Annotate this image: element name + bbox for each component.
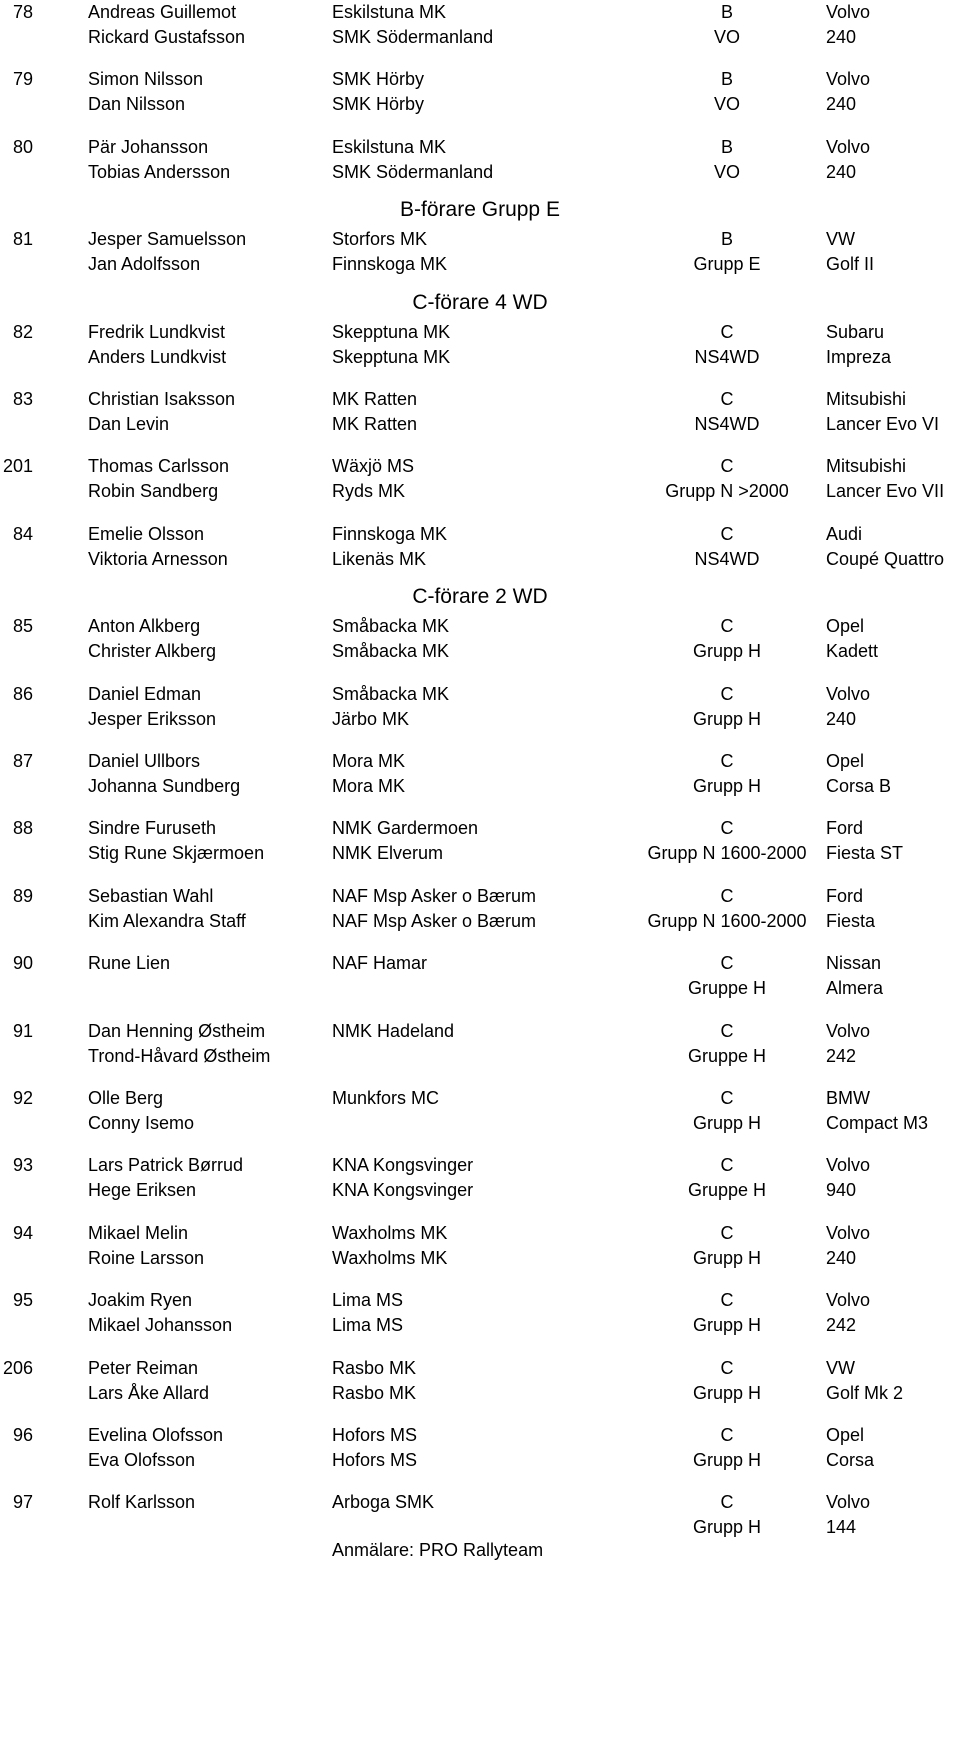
club-name: SMK Södermanland xyxy=(332,161,494,182)
club-name: Lima MS xyxy=(332,1290,404,1311)
driver-name: Tobias Andersson xyxy=(88,161,231,182)
club-name: Eskilstuna MK xyxy=(332,2,447,22)
entry-row xyxy=(0,547,960,572)
club-name: Mora MK xyxy=(332,776,406,796)
race-class: C xyxy=(720,1155,734,1176)
entry-row xyxy=(0,479,960,504)
start-number: 90 xyxy=(12,953,33,974)
entry-row xyxy=(0,841,960,866)
race-class: C xyxy=(720,1290,734,1311)
race-class: C xyxy=(720,953,734,974)
driver-name: Eva Olofsson xyxy=(88,1450,196,1470)
car-model: 240 xyxy=(826,1247,857,1268)
driver-name: Daniel Edman xyxy=(88,683,202,704)
club-name: Storfors MK xyxy=(332,229,428,250)
car-model: 242 xyxy=(826,1315,857,1336)
car-model: Coupé Quattro xyxy=(826,548,945,569)
club-name: Finnskoga MK xyxy=(332,254,448,275)
car-model: Fiesta xyxy=(826,910,876,931)
driver-name: Andreas Guillemot xyxy=(88,2,237,22)
driver-name: Mikael Melin xyxy=(88,1222,189,1243)
entry-row xyxy=(0,92,960,117)
club-name: Eskilstuna MK xyxy=(332,136,447,157)
start-number: 81 xyxy=(12,229,33,250)
race-class: NS4WD xyxy=(694,548,760,569)
race-class: C xyxy=(720,1088,734,1108)
car-model: Golf Mk 2 xyxy=(826,1382,904,1403)
car-model: Kadett xyxy=(826,641,879,662)
entry-row xyxy=(0,1153,960,1178)
entry-row xyxy=(0,160,960,185)
driver-name: Mikael Johansson xyxy=(88,1315,233,1336)
club-name: Skepptuna MK xyxy=(332,321,451,342)
entrant-row xyxy=(0,1538,960,1563)
driver-name: Sebastian Wahl xyxy=(88,885,214,906)
driver-name: Viktoria Arnesson xyxy=(88,548,228,569)
race-class: Grupp H xyxy=(692,1113,762,1133)
car-model: VW xyxy=(826,229,855,250)
car-model: Impreza xyxy=(826,346,892,367)
club-name: Hofors MS xyxy=(332,1425,418,1445)
driver-name: Sindre Furuseth xyxy=(88,818,217,839)
start-number: 89 xyxy=(12,885,33,906)
driver-name: Conny Isemo xyxy=(88,1113,195,1133)
start-number: 88 xyxy=(12,818,33,839)
race-class: Grupp H xyxy=(692,776,762,796)
entry-row xyxy=(0,909,960,934)
car-model: Ford xyxy=(826,885,864,906)
entry-row xyxy=(0,412,960,437)
club-name: Rasbo MK xyxy=(332,1357,417,1378)
entry-row xyxy=(0,1515,960,1540)
entry-row xyxy=(0,67,960,92)
entry-row xyxy=(0,1019,960,1044)
race-class: C xyxy=(720,1425,734,1445)
class-heading: B-förare Grupp E xyxy=(400,198,560,222)
club-name: Lima MS xyxy=(332,1315,404,1336)
entry-row xyxy=(0,639,960,664)
entry-row xyxy=(0,951,960,976)
start-number: 86 xyxy=(12,683,33,704)
race-class: C xyxy=(720,616,734,637)
club-name: Järbo MK xyxy=(332,708,410,729)
race-class: B xyxy=(720,229,733,250)
driver-name: Roine Larsson xyxy=(88,1247,205,1268)
car-model: 240 xyxy=(826,708,857,729)
driver-name: Emelie Olsson xyxy=(88,523,205,544)
race-class: Grupp H xyxy=(692,708,762,729)
club-name: SMK Södermanland xyxy=(332,27,494,47)
club-name: SMK Hörby xyxy=(332,69,425,90)
club-name: NMK Elverum xyxy=(332,843,444,864)
race-class: C xyxy=(720,1222,734,1243)
car-model: Mitsubishi xyxy=(826,456,907,477)
club-name: Munkfors MC xyxy=(332,1088,440,1108)
race-class: Gruppe H xyxy=(687,1180,767,1201)
entry-row xyxy=(0,387,960,412)
club-name: Waxholms MK xyxy=(332,1247,448,1268)
entry-row xyxy=(0,1086,960,1111)
race-class: Grupp H xyxy=(692,1382,762,1403)
driver-name: Anders Lundkvist xyxy=(88,346,227,367)
car-model: Ford xyxy=(826,818,864,839)
entry-row xyxy=(0,1313,960,1338)
race-class: C xyxy=(720,1020,734,1041)
driver-name: Lars Åke Allard xyxy=(88,1382,210,1403)
race-class: C xyxy=(720,683,734,704)
race-class: Grupp E xyxy=(693,254,761,275)
car-model: Compact M3 xyxy=(826,1113,929,1133)
entry-row xyxy=(0,707,960,732)
race-class: B xyxy=(720,136,733,157)
car-model: Audi xyxy=(826,523,863,544)
entry-row xyxy=(0,320,960,345)
race-class: C xyxy=(720,885,734,906)
entry-row xyxy=(0,1490,960,1515)
start-number: 80 xyxy=(12,136,33,157)
car-model: Nissan xyxy=(826,953,882,974)
driver-name: Joakim Ryen xyxy=(88,1290,193,1311)
driver-name: Kim Alexandra Staff xyxy=(88,910,246,931)
club-name: SMK Hörby xyxy=(332,94,425,115)
driver-name: Thomas Carlsson xyxy=(88,456,230,477)
car-model: VW xyxy=(826,1357,855,1378)
driver-name: Dan Levin xyxy=(88,414,170,434)
start-number: 82 xyxy=(12,321,33,342)
race-class: C xyxy=(720,321,734,342)
entry-row xyxy=(0,614,960,639)
start-number: 206 xyxy=(2,1357,33,1378)
start-number: 97 xyxy=(12,1492,33,1513)
car-model: Volvo xyxy=(826,1492,871,1513)
entry-row xyxy=(0,774,960,799)
entry-row xyxy=(0,252,960,277)
entry-row xyxy=(0,345,960,370)
driver-name: Dan Nilsson xyxy=(88,94,186,115)
driver-name: Jesper Eriksson xyxy=(88,708,217,729)
club-name: MK Ratten xyxy=(332,414,418,434)
race-class: Grupp N 1600-2000 xyxy=(647,910,807,931)
driver-name: Johanna Sundberg xyxy=(88,776,241,796)
driver-name: Stig Rune Skjærmoen xyxy=(88,843,265,864)
entrant-label: Anmälare: PRO Rallyteam xyxy=(332,1540,544,1561)
entry-row xyxy=(0,1423,960,1448)
car-model: Lancer Evo VII xyxy=(826,481,945,502)
start-number: 201 xyxy=(2,456,33,477)
race-class: VO xyxy=(713,161,740,182)
entry-row xyxy=(0,976,960,1001)
car-model: Opel xyxy=(826,616,865,637)
car-model: 240 xyxy=(826,94,857,115)
start-number: 91 xyxy=(12,1020,33,1041)
car-model: 240 xyxy=(826,27,857,47)
entry-row xyxy=(0,25,960,50)
race-class: B xyxy=(720,69,733,90)
driver-name: Simon Nilsson xyxy=(88,69,204,90)
club-name: Finnskoga MK xyxy=(332,523,448,544)
driver-name: Anton Alkberg xyxy=(88,616,201,637)
entry-row xyxy=(0,522,960,547)
club-name: NAF Hamar xyxy=(332,953,428,974)
car-model: 242 xyxy=(826,1045,857,1066)
race-class: NS4WD xyxy=(694,346,760,367)
driver-name: Olle Berg xyxy=(88,1088,164,1108)
entry-row xyxy=(0,884,960,909)
club-name: Hofors MS xyxy=(332,1450,418,1470)
driver-name: Daniel Ullbors xyxy=(88,751,201,771)
club-name: NMK Gardermoen xyxy=(332,818,479,839)
car-model: Corsa xyxy=(826,1450,875,1470)
club-name: Mora MK xyxy=(332,751,406,771)
car-model: Volvo xyxy=(826,136,871,157)
car-model: Fiesta ST xyxy=(826,843,904,864)
race-class: Grupp H xyxy=(692,1315,762,1336)
club-name: Rasbo MK xyxy=(332,1382,417,1403)
start-number: 93 xyxy=(12,1155,33,1176)
driver-name: Pär Johansson xyxy=(88,136,209,157)
club-name: Småbacka MK xyxy=(332,641,450,662)
driver-name: Dan Henning Østheim xyxy=(88,1020,266,1041)
driver-name: Peter Reiman xyxy=(88,1357,199,1378)
car-model: Mitsubishi xyxy=(826,389,907,409)
driver-name: Lars Patrick Børrud xyxy=(88,1155,244,1176)
car-model: BMW xyxy=(826,1088,870,1108)
driver-name: Trond-Håvard Østheim xyxy=(88,1045,271,1066)
driver-name: Jan Adolfsson xyxy=(88,254,201,275)
entry-row xyxy=(0,1356,960,1381)
club-name: NAF Msp Asker o Bærum xyxy=(332,910,537,931)
race-class: C xyxy=(720,818,734,839)
race-class: VO xyxy=(713,27,740,47)
start-number: 78 xyxy=(12,2,33,22)
club-name: Småbacka MK xyxy=(332,683,450,704)
driver-name: Rickard Gustafsson xyxy=(88,27,246,47)
driver-name: Christian Isaksson xyxy=(88,389,236,409)
driver-name: Evelina Olofsson xyxy=(88,1425,224,1445)
car-model: Golf II xyxy=(826,254,875,275)
race-class: C xyxy=(720,1492,734,1513)
entry-row xyxy=(0,1044,960,1069)
car-model: 940 xyxy=(826,1180,857,1201)
start-number: 83 xyxy=(12,389,33,409)
car-model: Corsa B xyxy=(826,776,892,796)
race-class: C xyxy=(720,751,734,771)
driver-name: Jesper Samuelsson xyxy=(88,229,247,250)
car-model: Volvo xyxy=(826,69,871,90)
entry-row xyxy=(0,1448,960,1473)
car-model: Opel xyxy=(826,751,865,771)
car-model: Lancer Evo VI xyxy=(826,414,940,434)
start-number: 79 xyxy=(12,69,33,90)
car-model: Almera xyxy=(826,978,884,999)
start-number: 87 xyxy=(12,751,33,771)
entry-row xyxy=(0,1178,960,1203)
entry-row xyxy=(0,0,960,25)
car-model: Volvo xyxy=(826,1020,871,1041)
club-name: NMK Hadeland xyxy=(332,1020,455,1041)
car-model: Volvo xyxy=(826,2,871,22)
car-model: Volvo xyxy=(826,1290,871,1311)
club-name: KNA Kongsvinger xyxy=(332,1155,474,1176)
car-model: Subaru xyxy=(826,321,885,342)
race-class: C xyxy=(720,389,734,409)
car-model: Volvo xyxy=(826,1222,871,1243)
driver-name: Christer Alkberg xyxy=(88,641,217,662)
club-name: KNA Kongsvinger xyxy=(332,1180,474,1201)
entry-row xyxy=(0,1246,960,1271)
start-number: 92 xyxy=(12,1088,33,1108)
entry-row xyxy=(0,1288,960,1313)
start-number: 95 xyxy=(12,1290,33,1311)
start-number: 96 xyxy=(12,1425,33,1445)
race-class: B xyxy=(720,2,733,22)
club-name: Arboga SMK xyxy=(332,1492,435,1513)
club-name: Småbacka MK xyxy=(332,616,450,637)
race-class: Grupp H xyxy=(692,641,762,662)
driver-name: Rolf Karlsson xyxy=(88,1492,196,1513)
race-class: C xyxy=(720,523,734,544)
start-number: 94 xyxy=(12,1222,33,1243)
club-name: Likenäs MK xyxy=(332,548,427,569)
race-class: Grupp H xyxy=(692,1517,762,1538)
entry-row xyxy=(0,1381,960,1406)
club-name: NAF Msp Asker o Bærum xyxy=(332,885,537,906)
car-model: 240 xyxy=(826,161,857,182)
driver-name: Robin Sandberg xyxy=(88,481,219,502)
club-name: Ryds MK xyxy=(332,481,406,502)
entry-row xyxy=(0,1221,960,1246)
entry-row xyxy=(0,749,960,774)
entry-row xyxy=(0,682,960,707)
race-class: Grupp N 1600-2000 xyxy=(647,843,807,864)
race-class: C xyxy=(720,456,734,477)
car-model: Volvo xyxy=(826,683,871,704)
club-name: Wäxjö MS xyxy=(332,456,415,477)
class-heading: C-förare 2 WD xyxy=(412,585,548,609)
race-class: Grupp H xyxy=(692,1247,762,1268)
race-class: Grupp N >2000 xyxy=(665,481,789,502)
car-model: Volvo xyxy=(826,1155,871,1176)
car-model: Opel xyxy=(826,1425,865,1445)
entry-row xyxy=(0,1111,960,1136)
entry-row xyxy=(0,227,960,252)
race-class: C xyxy=(720,1357,734,1378)
race-class: VO xyxy=(713,94,740,115)
entry-row xyxy=(0,816,960,841)
race-class: Gruppe H xyxy=(687,1045,767,1066)
club-name: MK Ratten xyxy=(332,389,418,409)
start-number: 85 xyxy=(12,616,33,637)
driver-name: Hege Eriksen xyxy=(88,1180,197,1201)
race-class: NS4WD xyxy=(694,414,760,434)
club-name: Waxholms MK xyxy=(332,1222,448,1243)
club-name: Skepptuna MK xyxy=(332,346,451,367)
entry-row xyxy=(0,135,960,160)
car-model: 144 xyxy=(826,1517,857,1538)
race-class: Gruppe H xyxy=(687,978,767,999)
class-heading: C-förare 4 WD xyxy=(412,290,548,314)
entry-row xyxy=(0,454,960,479)
driver-name: Fredrik Lundkvist xyxy=(88,321,226,342)
start-number: 84 xyxy=(12,523,33,544)
driver-name: Rune Lien xyxy=(88,953,171,974)
race-class: Grupp H xyxy=(692,1450,762,1470)
